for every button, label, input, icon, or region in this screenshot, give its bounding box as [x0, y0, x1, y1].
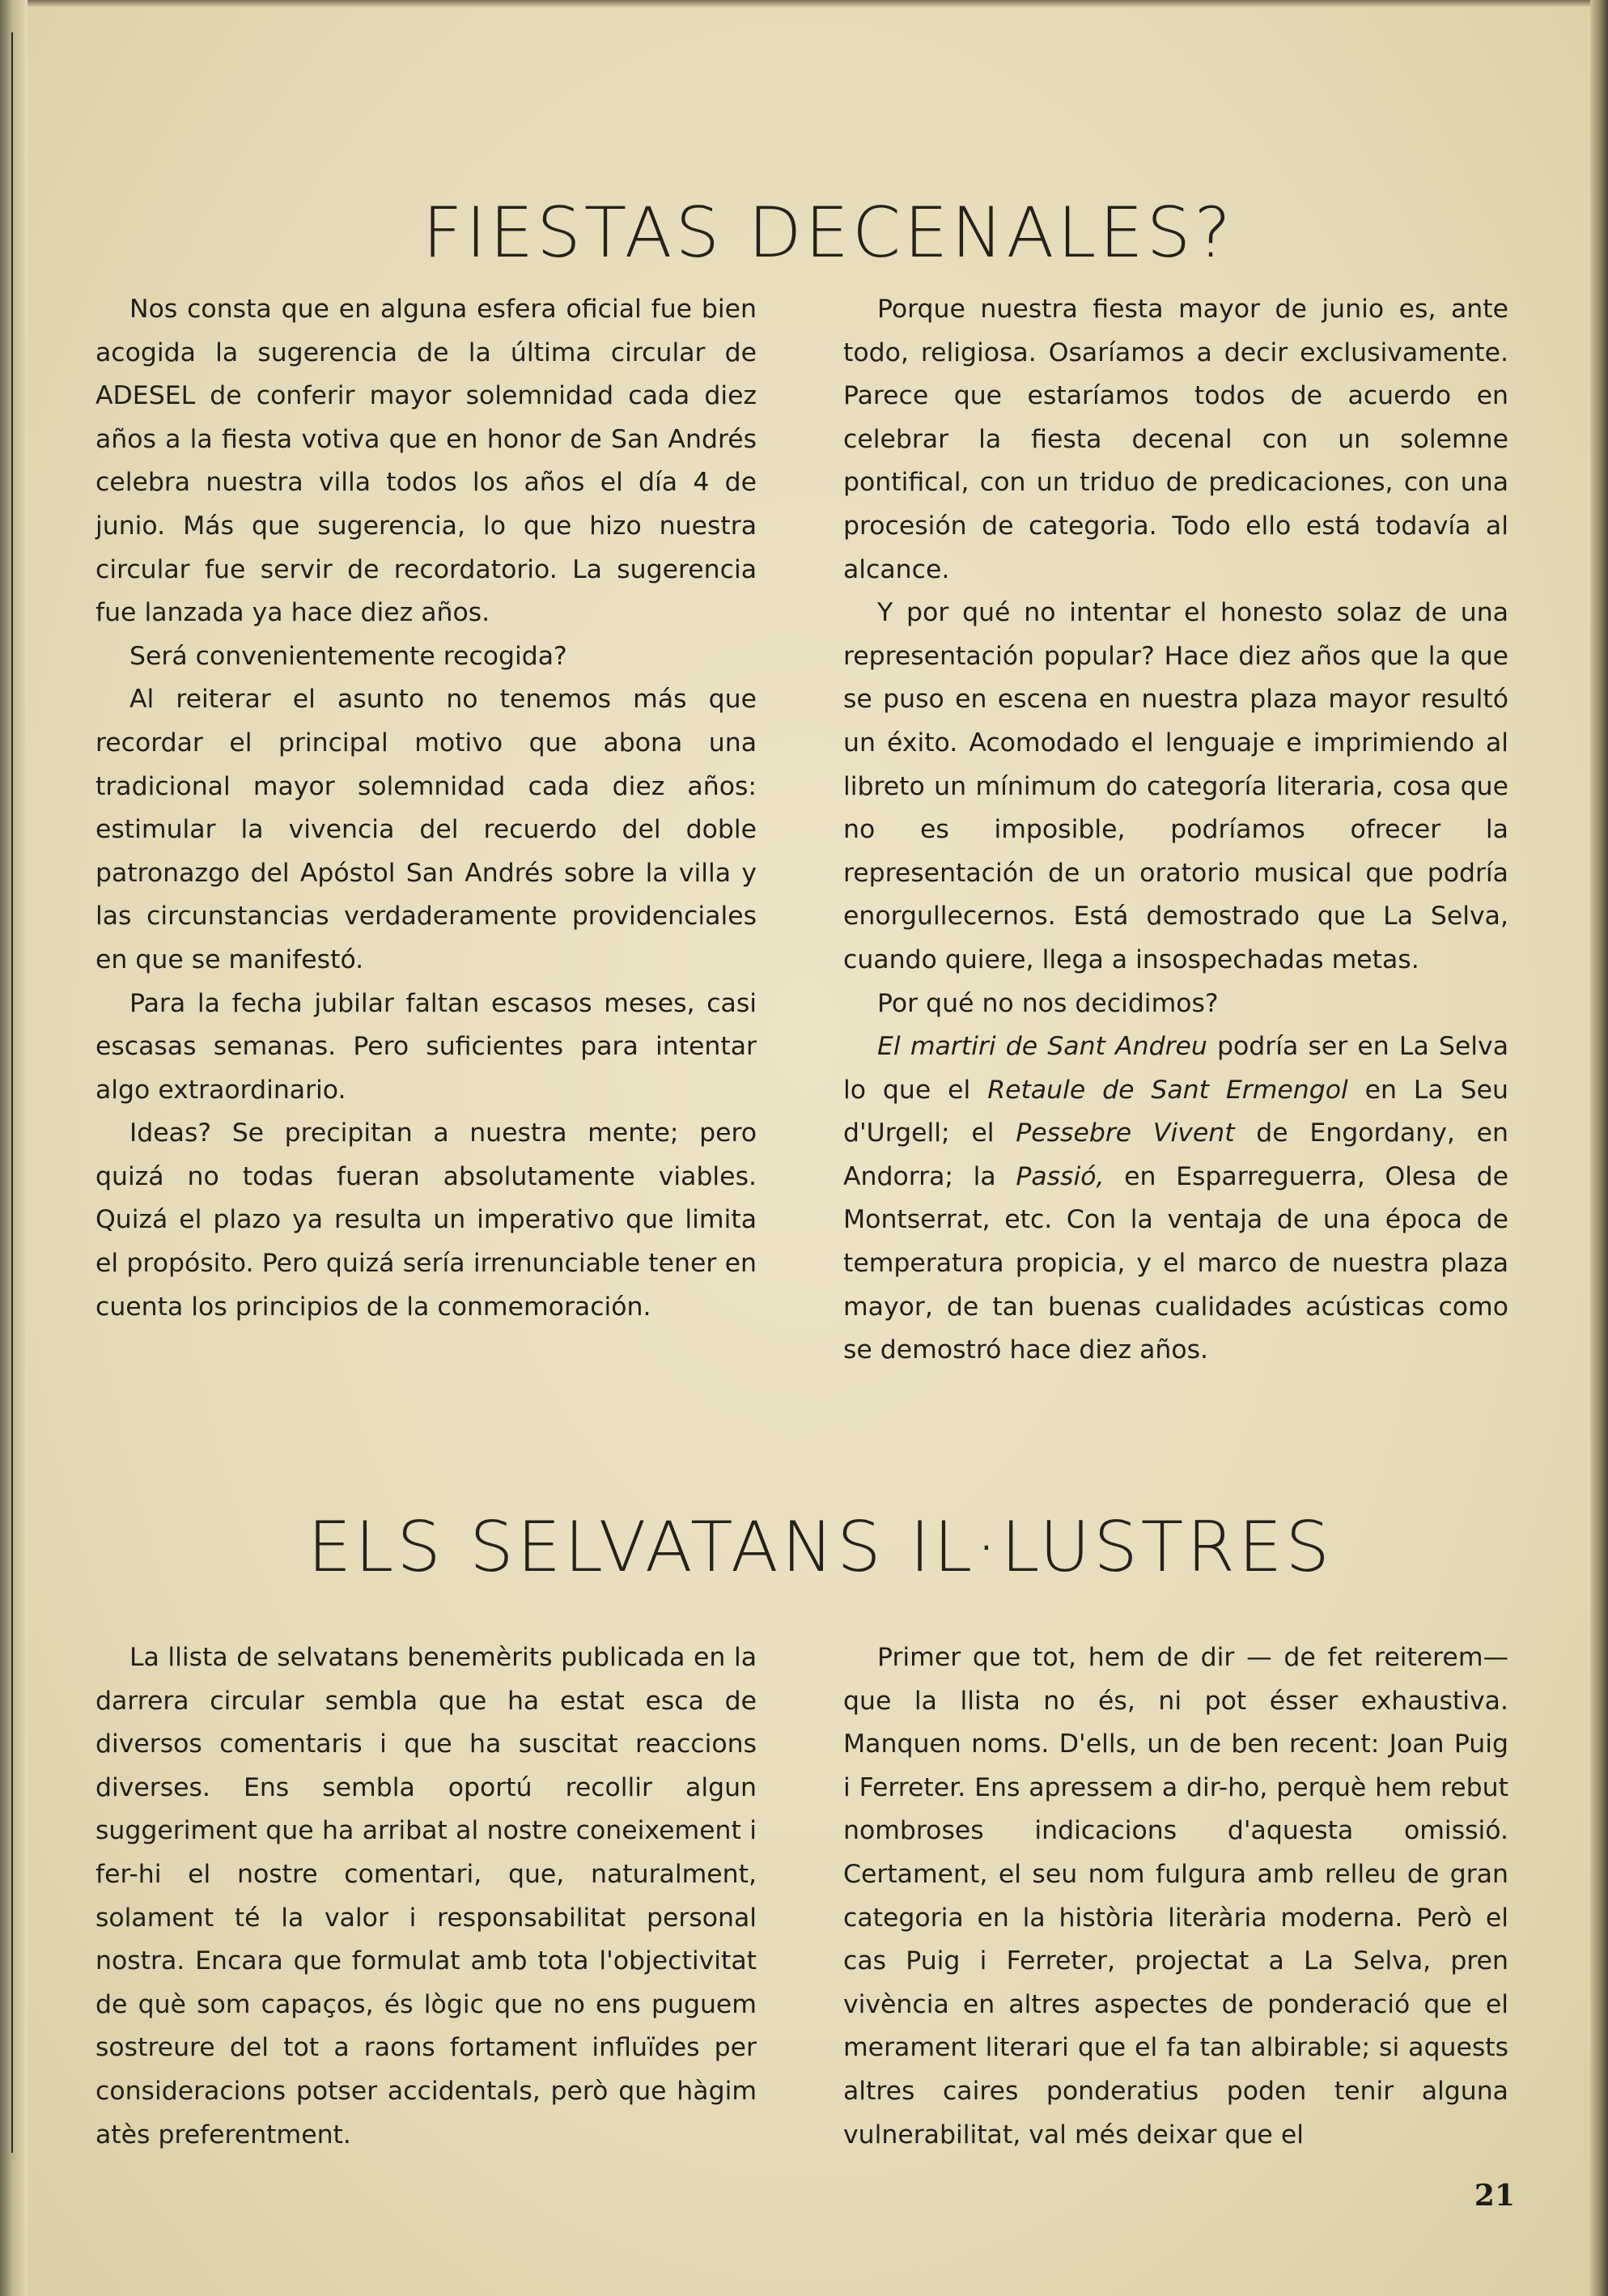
page-binding — [0, 0, 28, 2296]
paragraph: Por qué no nos decidimos? — [877, 988, 1219, 1018]
paragraph: Primer que tot, hem de dir — de fet reiterem— que la llista no és, ni pot ésser exhaustiva. Manquen noms. D'ells, un de ben recent: Joan Puig i Ferreter. Ens apressem a dir-ho, perquè hem rebut nombroses indicacions d'aquesta omissió. Certament, el seu nom fulgura amb relleu de gran categoria en la història literària moderna. Però el cas Puig i Ferreter, projectat a La Selva, pren vivència en altres aspectes de ponderació que el merament literari que el fa tan albirable; si aquests altres caires ponderatius poden tenir alguna vulnerabilitat, val més deixar que el — [843, 1643, 1508, 2150]
text-run: podría ser en La Selva lo que el — [843, 1032, 1508, 1105]
article-column-left — [95, 1636, 757, 2157]
paragraph: Porque nuestra fiesta mayor de junio es, ante todo, religiosa. Osaríamos a decir exclusivamente. Parece que estaríamos todos de acuerdo en celebrar la fiesta decenal con un solemne pontifical, con un triduo de predicaciones, con una procesión de categoria. Todo ello está todavía al alcance. — [843, 295, 1508, 584]
work-title: El martiri de Sant Andreu — [877, 1032, 1207, 1062]
page-number: 21 — [1474, 2179, 1515, 2213]
work-title: Retaule de Sant Ermengol — [987, 1075, 1348, 1105]
paragraph-with-titles — [843, 1025, 1508, 1373]
paragraph: Será convenientemente recogida? — [129, 641, 567, 671]
paragraph: Y por qué no intentar el honesto solaz de una representación popular? Hace diez años que la que se puso en escena en nuestra plaza mayor resultó un éxito. Acomodado el lenguaje e imprimiendo al libreto un mínimum do categoría literaria, cosa que no es imposible, podríamos ofrecer la representación de un oratorio musical que podría enorgullecernos. Está demostrado que La Selva, cuando quiere, llega a insospechadas metas. — [843, 598, 1508, 974]
work-title: Pessebre Vivent — [1016, 1118, 1235, 1148]
paragraph: Para la fecha jubilar faltan escasos meses, casi escasas semanas. Pero suficientes para intentar algo extraordinario. — [95, 988, 757, 1105]
section-title-fiestas-decenales: FIESTAS DECENALES? — [422, 193, 1234, 274]
paragraph: La llista de selvatans benemèrits publicada en la darrera circular sembla que ha estat esca de diversos comentaris i que ha suscitat reaccions diverses. Ens sembla oportú recollir algun suggeriment que ha arribat al nostre coneixement i fer-hi el nostre comentari, que, naturalment, solament té la valor i responsabilitat personal nostra. Encara que formulat amb tota l'objectivitat de què som capaços, és lògic que no ens puguem sostreure del tot a raons fortament influïdes per consideracions potser accidentals, però que hàgim atès preferentment. — [95, 1643, 757, 2150]
text-run: en Esparreguerra, Olesa de Montserrat, etc. Con la ventaja de una época de temperatura propicia, y el marco de nuestra plaza mayor, de tan buenas cualidades acústicas como se demostró hace diez años. — [843, 1161, 1509, 1365]
page-right-edge — [1590, 0, 1608, 2296]
paragraph: Nos consta que en alguna esfera oficial fue bien acogida la sugerencia de la última circular de ADESEL de conferir mayor solemnidad cada diez años a la fiesta votiva que en honor de San Andrés celebra nuestra villa todos los años el día 4 de junio. Más que sugerencia, lo que hizo nuestra circular fue servir de recordatorio. La sugerencia fue lanzada ya hace diez años. — [95, 295, 757, 628]
text-run: de Engordany, en Andorra; la — [843, 1118, 1508, 1191]
paragraph: Al reiterar el asunto no tenemos más que recordar el principal motivo que abona una tradicional mayor solemnidad cada diez años: estimular la vivencia del recuerdo del doble patronazgo del Apóstol San Andrés sobre la villa y las circunstancias verdaderamente providenciales en que se manifestó. — [95, 685, 757, 974]
work-title: Passió, — [1016, 1161, 1105, 1191]
article-column-right — [843, 1636, 1508, 2157]
binding-line — [11, 32, 13, 2153]
section-title-selvatans-illustres: ELS SELVATANS IL·LUSTRES — [308, 1507, 1333, 1588]
article-column-right — [843, 288, 1508, 1373]
text-run: en La Seu d'Urgell; el — [843, 1075, 1508, 1148]
page-top-edge — [0, 0, 1608, 8]
article-column-left — [95, 288, 757, 1329]
paragraph: Ideas? Se precipitan a nuestra mente; pero quizá no todas fueran absolutamente viables. Quizá el plazo ya resulta un imperativo que limita el propósito. Pero quizá sería irrenunciable tener en cuenta los principios de la conmemoración. — [95, 1118, 757, 1322]
